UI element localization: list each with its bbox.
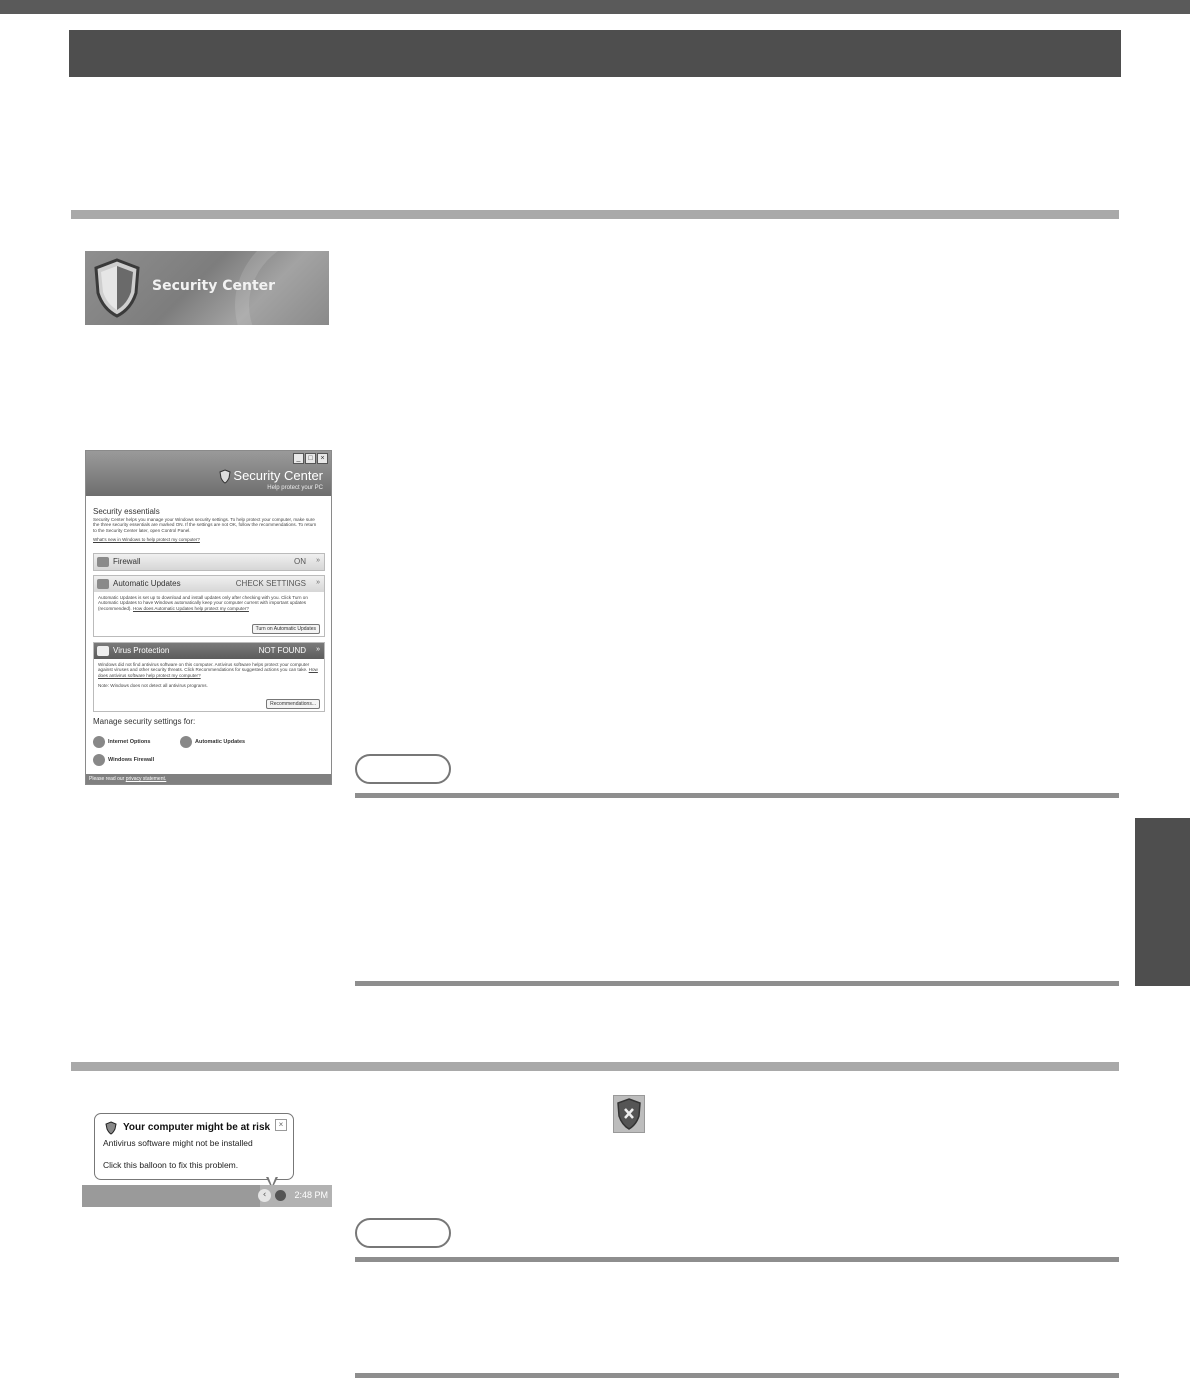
automatic-updates-panel	[93, 575, 325, 637]
header-bar	[69, 30, 1121, 77]
panel-note: Note: Windows does not detect all antivirus programs.	[98, 683, 208, 689]
note-top-rule	[355, 1257, 1119, 1262]
automatic-updates-icon	[180, 736, 192, 748]
virus-protection-bar[interactable]	[94, 643, 324, 659]
firewall-panel[interactable]	[93, 553, 325, 571]
window-subtitle: Help protect your PC	[267, 485, 323, 491]
panel-name: Firewall	[113, 557, 141, 566]
panel-status: ON	[294, 557, 306, 566]
note-pill	[355, 1218, 451, 1248]
essentials-link[interactable]: What's new in Windows to help protect my computer?	[93, 537, 200, 542]
footer-text: Please read our	[89, 776, 125, 782]
window-title: Security Center	[233, 468, 323, 483]
virus-icon	[97, 646, 109, 656]
security-alert-icon[interactable]	[275, 1190, 286, 1201]
show-hidden-icons-button[interactable]: ‹	[258, 1189, 271, 1202]
chevron-icon[interactable]: »	[316, 646, 320, 653]
essentials-description: Security Center helps you manage your Windows security settings. To help protect your computer, make sure the three security essentials are marked ON. If the settings are not OK, follow the recommendations. To return to the Security Center later, open Control Panel.	[93, 517, 317, 533]
security-center-banner	[85, 251, 329, 325]
panel-body-text: Windows did not find antivirus software on this computer. Antivirus software helps protect your computer against viruses and other security threats. Click Recommendations for suggested actions you can take.	[98, 662, 310, 673]
manage-heading: Manage security settings for:	[93, 717, 196, 726]
recommendations-button[interactable]: Recommendations...	[266, 699, 320, 709]
balloon-message: Antivirus software might not be installed	[103, 1138, 253, 1148]
automatic-updates-bar[interactable]	[94, 576, 324, 592]
close-button[interactable]: ×	[317, 453, 328, 464]
side-tab	[1135, 818, 1190, 986]
note-bottom-rule	[355, 1373, 1119, 1378]
shield-x-icon	[614, 1096, 644, 1132]
virus-protection-panel	[93, 642, 325, 712]
internet-options-link[interactable]	[93, 736, 150, 748]
privacy-statement-link[interactable]: privacy statement.	[125, 776, 167, 782]
panel-body-link[interactable]: How does Automatic Updates help protect my computer?	[132, 605, 249, 611]
panel-name: Automatic Updates	[113, 579, 181, 588]
panel-name: Virus Protection	[113, 646, 170, 655]
manage-item-label: Internet Options	[108, 739, 151, 745]
close-icon[interactable]: ×	[275, 1119, 287, 1131]
balloon-title: Your computer might be at risk	[123, 1122, 271, 1133]
window-footer	[86, 774, 331, 784]
section-rule-2	[71, 1062, 1119, 1071]
chevron-icon[interactable]: »	[316, 579, 320, 586]
note-bottom-rule	[355, 981, 1119, 986]
windows-firewall-link[interactable]	[93, 754, 154, 766]
panel-status: NOT FOUND	[258, 646, 306, 655]
automatic-updates-link[interactable]	[180, 736, 245, 748]
panel-body	[94, 592, 324, 614]
updates-icon	[97, 579, 109, 589]
note-pill	[355, 754, 451, 784]
windows-firewall-icon	[93, 754, 105, 766]
section-rule-1	[71, 210, 1119, 219]
security-alert-icon	[613, 1095, 645, 1133]
panel-body-text: Automatic Updates is set up to download and install updates only after checking with you. Click Turn on Automatic Updates to have Windows automatically keep your computer current with important updates (recommended).	[98, 595, 308, 611]
risk-balloon[interactable]	[94, 1113, 294, 1180]
essentials-heading: Security essentials	[93, 507, 160, 516]
taskbar-clock[interactable]: 2:48 PM	[294, 1190, 328, 1200]
internet-options-icon	[93, 736, 105, 748]
firewall-icon	[97, 557, 109, 567]
shield-icon	[91, 257, 143, 319]
window-header	[86, 451, 331, 496]
note-top-rule	[355, 793, 1119, 798]
banner-title: Security Center	[152, 278, 276, 294]
risk-balloon-screenshot	[82, 1113, 332, 1208]
panel-status: CHECK SETTINGS	[235, 579, 306, 588]
window-controls	[293, 453, 328, 464]
minimize-button[interactable]: _	[293, 453, 304, 464]
manage-item-label: Windows Firewall	[108, 757, 155, 763]
taskbar	[82, 1185, 332, 1207]
manage-item-label: Automatic Updates	[195, 739, 246, 745]
security-center-window	[85, 450, 332, 785]
panel-body-link[interactable]: How does antivirus software help protect my computer?	[98, 667, 318, 678]
turn-on-updates-button[interactable]: Turn on Automatic Updates	[252, 624, 320, 634]
top-strip	[0, 0, 1190, 14]
maximize-button[interactable]: □	[305, 453, 316, 464]
balloon-instruction: Click this balloon to fix this problem.	[103, 1160, 239, 1170]
panel-body	[94, 659, 324, 692]
shield-icon	[219, 469, 231, 484]
shield-icon	[105, 1121, 117, 1135]
firewall-bar[interactable]	[94, 554, 324, 570]
chevron-icon[interactable]: »	[316, 557, 320, 564]
